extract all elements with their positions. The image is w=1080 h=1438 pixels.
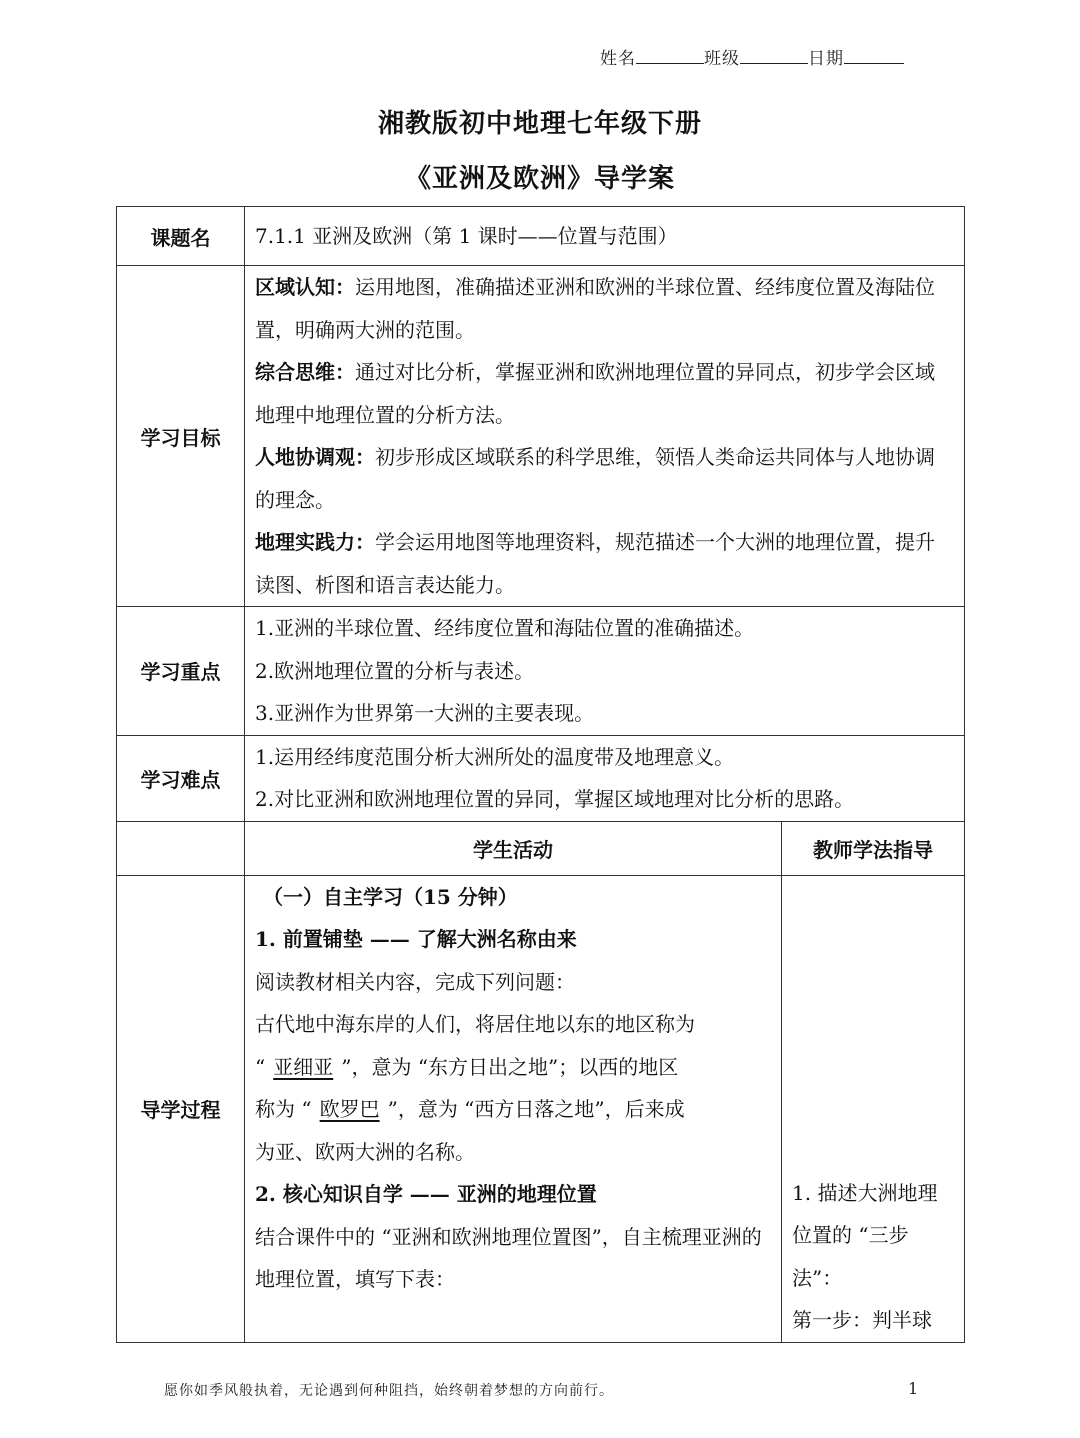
- empty-header-cell: [117, 821, 245, 875]
- difficulty-item: 1.运用经纬度范围分析大洲所处的温度带及地理意义。: [255, 744, 735, 769]
- guide-line: 法”：: [792, 1265, 843, 1290]
- objective-item: 区域认知：运用地图，准确描述亚洲和欧洲的半球位置、经纬度位置及海陆位置，明确两大洲的范围。: [255, 275, 935, 342]
- guide-line: 1. 描述大洲地理: [792, 1180, 938, 1205]
- answer-europe[interactable]: 欧罗巴: [319, 1097, 380, 1121]
- objectives-content: [245, 266, 965, 607]
- difficulties-content: [245, 735, 965, 821]
- class-label: 班级: [704, 49, 740, 69]
- date-label: 日期: [808, 49, 844, 69]
- key-point-item: 3.亚洲作为世界第一大洲的主要表现。: [255, 701, 595, 725]
- class-blank[interactable]: [740, 49, 808, 64]
- guide-column-header: 教师学法指导: [782, 821, 965, 875]
- difficulty-item: 2.对比亚洲和欧洲地理位置的异同，掌握区域地理对比分析的思路。: [255, 787, 855, 811]
- date-blank[interactable]: [844, 49, 904, 64]
- key-point-item: 1.亚洲的半球位置、经纬度位置和海陆位置的准确描述。: [255, 616, 755, 640]
- topic-value: 7.1.1 亚洲及欧洲（第 1 课时——位置与范围）: [245, 207, 965, 266]
- teacher-guide-cell: [782, 875, 965, 1342]
- guide-line: 第一步：判半球: [792, 1308, 932, 1332]
- objective-item: 地理实践力：学会运用地图等地理资料，规范描述一个大洲的地理位置，提升读图、析图和语言表达能力。: [255, 530, 935, 597]
- column-header-row: [117, 821, 965, 875]
- objective-item: 综合思维：通过对比分析，掌握亚洲和欧洲地理位置的异同点，初步学会区域地理中地理位置的分析方法。: [255, 360, 935, 427]
- objective-item: 人地协调观：初步形成区域联系的科学思维，领悟人类命运共同体与人地协调的理念。: [255, 445, 935, 512]
- page-number: 1: [908, 1379, 919, 1398]
- guide-line: 位置的 “三步: [792, 1223, 909, 1247]
- student-info-line: [600, 44, 904, 69]
- name-label: 姓名: [600, 49, 636, 69]
- process-label: 导学过程: [117, 875, 245, 1342]
- part1-intro: 阅读教材相关内容，完成下列问题：: [255, 969, 575, 994]
- part1-ending: 为亚、欧两大洲的名称。: [255, 1139, 475, 1164]
- objectives-label: 学习目标: [117, 266, 245, 607]
- part2-title: 2. 核心知识自学 —— 亚洲的地理位置: [255, 1182, 597, 1206]
- topic-row: [117, 207, 965, 266]
- document-title: 湘教版初中地理七年级下册: [377, 109, 702, 139]
- name-blank[interactable]: [636, 49, 704, 64]
- key-points-row: [117, 607, 965, 736]
- footer-motto: 愿你如季风般执着，无论遇到何种阻挡，始终朝着梦想的方向前行。: [164, 1383, 614, 1399]
- key-points-content: [245, 607, 965, 736]
- key-points-label: 学习重点: [117, 607, 245, 736]
- process-row: [117, 875, 965, 1342]
- difficulties-row: [117, 735, 965, 821]
- difficulties-label: 学习难点: [117, 735, 245, 821]
- student-activity-cell: [245, 875, 782, 1342]
- lesson-plan-table: [116, 206, 965, 1343]
- part1-title: 1. 前置铺垫 —— 了解大洲名称由来: [255, 927, 577, 951]
- objectives-row: [117, 266, 965, 607]
- section-title: （一）自主学习（15 分钟）: [263, 884, 518, 909]
- question-line-1: “ 亚细亚 ”，意为 “东方日出之地”；以西的地区: [255, 1054, 679, 1079]
- part2-text: 结合课件中的 “亚洲和欧洲地理位置图”，自主梳理亚洲的地理位置，填写下表：: [255, 1224, 762, 1291]
- answer-asia[interactable]: 亚细亚: [273, 1054, 334, 1079]
- activity-column-header: 学生活动: [245, 821, 782, 875]
- key-point-item: 2.欧洲地理位置的分析与表述。: [255, 658, 535, 683]
- topic-label: 课题名: [117, 207, 245, 266]
- document-subtitle: 《亚洲及欧洲》导学案: [404, 164, 675, 194]
- question-line-2: 称为 “ 欧罗巴 ”，意为 “西方日落之地”，后来成: [255, 1097, 685, 1121]
- part1-paragraph: 古代地中海东岸的人们，将居住地以东的地区称为: [255, 1012, 695, 1036]
